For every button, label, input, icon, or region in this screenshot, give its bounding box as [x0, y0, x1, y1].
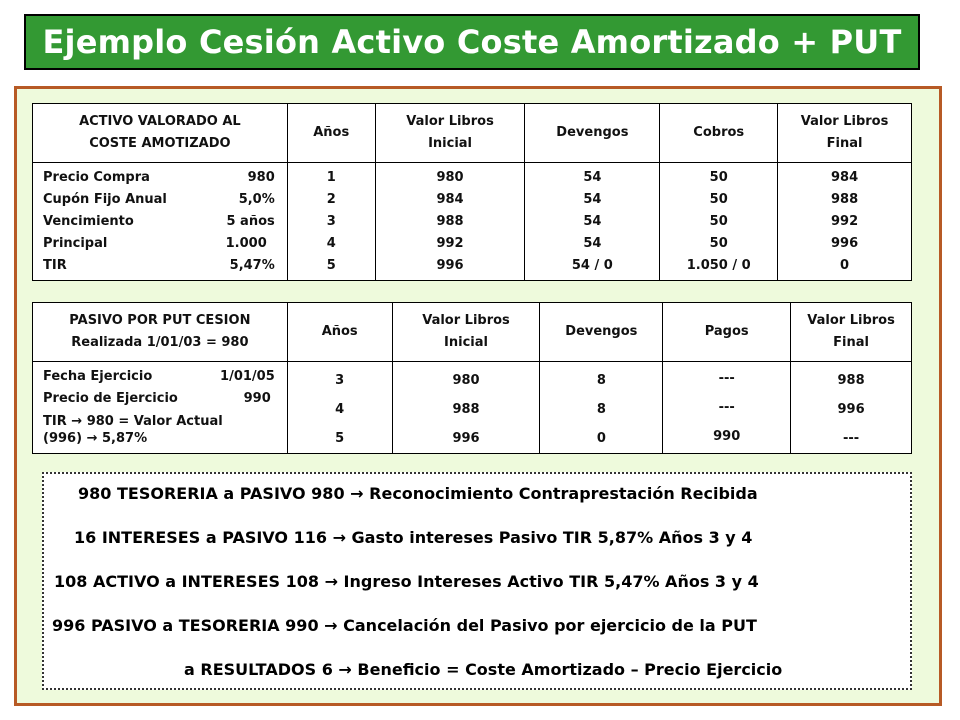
activo-table [32, 103, 912, 281]
tir-value: 5,87% [102, 431, 148, 446]
activo-header-vl-inicial-line1: Valor Libros [406, 114, 494, 129]
activo-header-vl-inicial [375, 104, 525, 163]
pasivo-header-info [33, 303, 288, 362]
journal-entry: 108 ACTIVO a INTERESES 108 [54, 572, 319, 591]
journal-entry: 996 PASIVO a TESORERIA 990 [52, 616, 319, 635]
value: 1.050 / 0 [686, 258, 751, 273]
journal-line [74, 528, 752, 547]
info-label: Vencimiento [43, 214, 134, 229]
info-value: 5,47% [229, 258, 275, 273]
value: 988 [831, 192, 859, 207]
pasivo-header-vl-inicial [392, 303, 540, 362]
value: 984 [436, 192, 464, 207]
arrow-right-icon: → [332, 528, 346, 547]
activo-info-row [33, 255, 287, 277]
value: 992 [831, 214, 859, 229]
value: 1 [326, 170, 336, 185]
value: 0 [596, 431, 606, 446]
value: 50 [709, 170, 728, 185]
arrow-right-icon: → [86, 431, 98, 446]
tir-label: TIR [43, 414, 67, 429]
journal-line [52, 616, 757, 635]
value: 5 [326, 258, 336, 273]
value: 988 [837, 373, 865, 388]
value: 984 [831, 170, 859, 185]
info-label: Cupón Fijo Anual [43, 192, 167, 207]
journal-entry: 980 TESORERIA a PASIVO 980 [78, 484, 345, 503]
value: 54 [583, 214, 602, 229]
value: 992 [436, 236, 464, 251]
value: 988 [452, 402, 480, 417]
pasivo-body-row [33, 362, 912, 454]
journal-line [78, 484, 758, 503]
value: 996 [452, 431, 480, 446]
activo-header-info-line2: COSTE AMOTIZADO [89, 136, 231, 151]
journal-description: Gasto intereses Pasivo TIR 5,87% Años 3 y 4 [351, 528, 753, 547]
title-text: Ejemplo Cesión Activo Coste Amortizado + PUT [42, 23, 902, 61]
activo-header-devengos: Devengos [525, 104, 660, 163]
info-value: 1.000 [225, 236, 267, 251]
arrow-right-icon: → [324, 616, 338, 635]
journal-line [184, 660, 782, 679]
pasivo-anios-cell [287, 362, 392, 454]
pasivo-header-vl-final-line2: Final [833, 335, 869, 350]
activo-header-vl-inicial-line2: Inicial [428, 136, 473, 151]
info-value: 980 [247, 170, 275, 185]
value: 8 [596, 373, 606, 388]
info-label: Fecha Ejercicio [43, 369, 153, 384]
info-label: Precio Compra [43, 170, 150, 185]
arrow-right-icon: → [350, 484, 364, 503]
value: --- [718, 371, 735, 386]
value: 990 [713, 429, 741, 444]
info-label: Precio de Ejercicio [43, 391, 178, 406]
pasivo-header-devengos: Devengos [540, 303, 663, 362]
pasivo-info-row [33, 366, 287, 388]
activo-info-row [33, 189, 287, 211]
journal-entry: a RESULTADOS 6 [184, 660, 333, 679]
info-label: TIR [43, 258, 67, 273]
tir-text: (996) [43, 431, 83, 446]
activo-body-row [33, 163, 912, 281]
arrow-right-icon: → [71, 414, 83, 429]
journal-description: Ingreso Intereses Activo TIR 5,47% Años 3 y 4 [343, 572, 759, 591]
pasivo-header-vl-final [791, 303, 912, 362]
value: 54 [583, 170, 602, 185]
pasivo-header-vl-final-line1: Valor Libros [807, 313, 895, 328]
activo-header-anios: Años [287, 104, 375, 163]
activo-header-vl-final-line2: Final [826, 136, 863, 151]
value: 50 [709, 236, 728, 251]
value: 996 [436, 258, 464, 273]
pasivo-header-info-line2: Realizada 1/01/03 = 980 [71, 335, 249, 350]
value: 8 [596, 402, 606, 417]
activo-info-row [33, 211, 287, 233]
pasivo-table [32, 302, 912, 454]
activo-header-cobros: Cobros [660, 104, 778, 163]
value: 3 [326, 214, 336, 229]
pasivo-tir-line2 [33, 430, 287, 447]
arrow-right-icon: → [338, 660, 352, 679]
value: 996 [837, 402, 865, 417]
arrow-right-icon: → [324, 572, 338, 591]
value: --- [718, 400, 735, 415]
activo-devengos-cell [525, 163, 660, 281]
pasivo-header-row [33, 303, 912, 362]
tir-text: 980 = Valor Actual [86, 414, 223, 429]
activo-info-row [33, 167, 287, 189]
value: 3 [335, 373, 345, 388]
pasivo-info-row [33, 388, 287, 410]
journal-description: Cancelación del Pasivo por ejercicio de la PUT [343, 616, 757, 635]
value: 50 [709, 214, 728, 229]
info-value: 1/01/05 [220, 369, 275, 384]
value: 980 [436, 170, 464, 185]
info-value: 990 [243, 391, 271, 406]
activo-cobros-cell [660, 163, 778, 281]
value: 50 [709, 192, 728, 207]
activo-header-row [33, 104, 912, 163]
pasivo-vl-final-cell [791, 362, 912, 454]
value: 996 [831, 236, 859, 251]
value: 0 [840, 258, 850, 273]
page-title [24, 14, 920, 70]
activo-header-info [33, 104, 288, 163]
pasivo-info-cell [33, 362, 288, 454]
activo-anios-cell [287, 163, 375, 281]
pasivo-vl-inicial-cell [392, 362, 540, 454]
pasivo-header-pagos: Pagos [663, 303, 791, 362]
activo-header-vl-final-line1: Valor Libros [800, 114, 889, 129]
pasivo-devengos-cell [540, 362, 663, 454]
pasivo-pagos-cell [663, 362, 791, 454]
value: 54 [583, 236, 602, 251]
activo-vl-inicial-cell [375, 163, 525, 281]
value: 4 [326, 236, 336, 251]
journal-entries-box [42, 472, 912, 690]
pasivo-header-anios: Años [287, 303, 392, 362]
value: 54 / 0 [571, 258, 613, 273]
activo-header-vl-final [778, 104, 912, 163]
value: 2 [326, 192, 336, 207]
pasivo-tir-line1 [33, 413, 287, 430]
journal-description: Reconocimiento Contraprestación Recibida [369, 484, 758, 503]
value: 988 [436, 214, 464, 229]
value: 4 [335, 402, 345, 417]
pasivo-header-vl-inicial-line1: Valor Libros [422, 313, 510, 328]
activo-info-row [33, 233, 287, 255]
journal-line [54, 572, 759, 591]
value: --- [842, 431, 860, 446]
activo-info-cell [33, 163, 288, 281]
journal-description: Beneficio = Coste Amortizado – Precio Ejercicio [357, 660, 783, 679]
pasivo-header-vl-inicial-line2: Inicial [444, 335, 488, 350]
value: 980 [452, 373, 480, 388]
value: 54 [583, 192, 602, 207]
pasivo-header-info-line1: PASIVO POR PUT CESION [69, 313, 251, 328]
value: 5 [335, 431, 345, 446]
activo-vl-final-cell [778, 163, 912, 281]
journal-entry: 16 INTERESES a PASIVO 116 [74, 528, 327, 547]
info-value: 5 años [226, 214, 275, 229]
activo-header-info-line1: ACTIVO VALORADO AL [79, 114, 241, 129]
info-label: Principal [43, 236, 108, 251]
info-value: 5,0% [238, 192, 275, 207]
